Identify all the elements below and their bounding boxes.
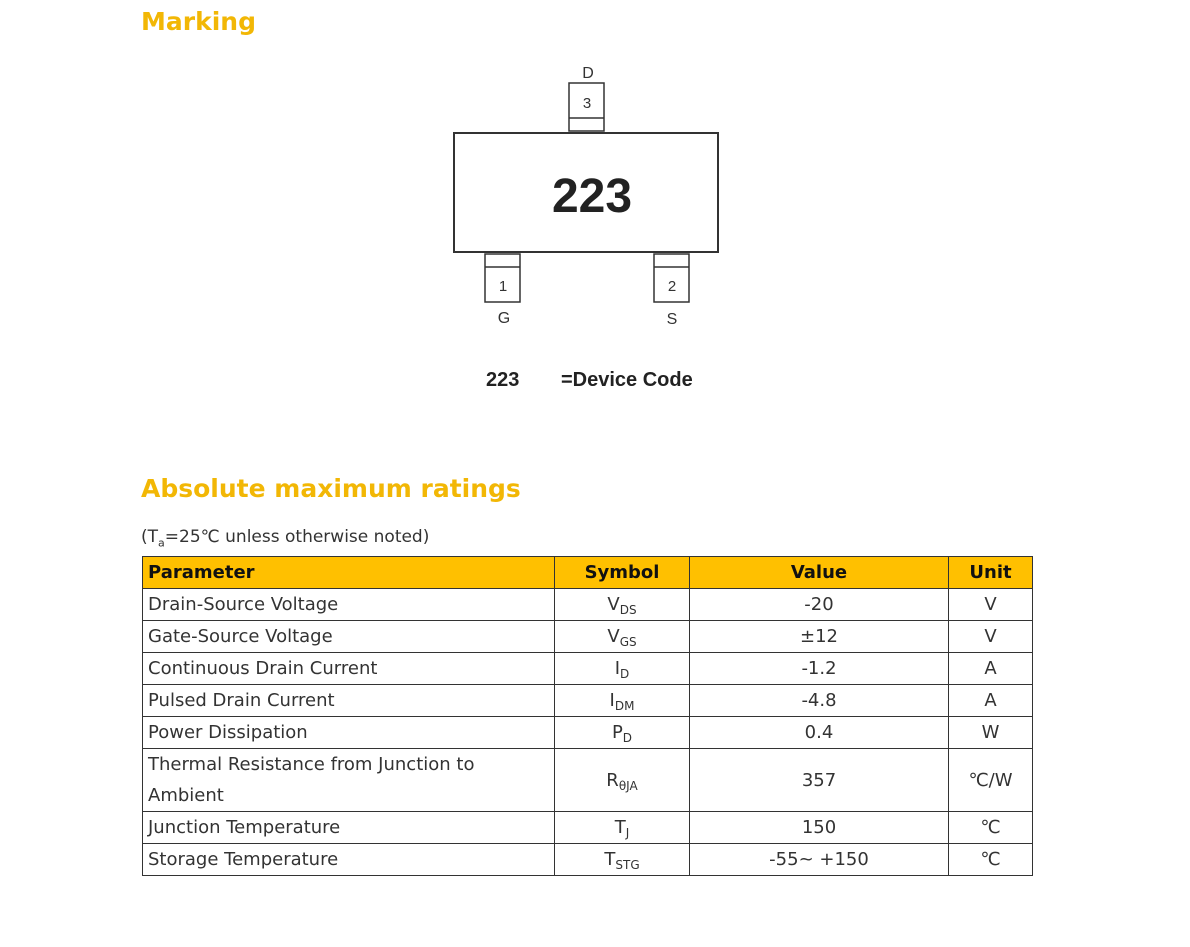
pin-1-number: 1 xyxy=(498,278,508,295)
symbol-main: V xyxy=(607,594,620,615)
table-row xyxy=(143,653,1033,685)
table-row xyxy=(143,589,1033,621)
cell-symbol xyxy=(555,749,690,812)
symbol-subscript: θJA xyxy=(618,778,638,793)
pin-3-number: 3 xyxy=(582,95,592,112)
package-marking-diagram xyxy=(440,55,740,400)
cell-unit: V xyxy=(949,589,1033,621)
cell-parameter: Gate-Source Voltage xyxy=(143,621,555,653)
header-symbol: Symbol xyxy=(555,557,690,589)
symbol-subscript: STG xyxy=(615,858,640,872)
cell-symbol xyxy=(555,844,690,876)
ratings-body xyxy=(143,589,1033,876)
symbol-main: P xyxy=(611,722,623,743)
cell-parameter: Pulsed Drain Current xyxy=(143,685,555,717)
table-row xyxy=(143,812,1033,844)
cell-parameter: Thermal Resistance from Junction to Ambient xyxy=(143,749,555,812)
ratings-table xyxy=(142,556,1033,876)
symbol-main: R xyxy=(606,769,619,791)
cell-unit: ℃ xyxy=(949,812,1033,844)
note-suffix: =25℃ unless otherwise noted) xyxy=(164,527,430,547)
table-row xyxy=(143,749,1033,812)
symbol-main: V xyxy=(607,626,620,647)
table-row xyxy=(143,717,1033,749)
cell-unit: ℃ xyxy=(949,844,1033,876)
pin-g-letter: G xyxy=(497,310,511,327)
symbol-main: T xyxy=(614,817,626,838)
legend-code: 223 xyxy=(486,369,520,391)
pin-2-number: 2 xyxy=(667,278,677,295)
cell-value: ±12 xyxy=(690,621,949,653)
cell-symbol xyxy=(555,685,690,717)
cell-unit: A xyxy=(949,653,1033,685)
marking-title: Marking xyxy=(141,7,256,36)
cell-unit: A xyxy=(949,685,1033,717)
header-value: Value xyxy=(690,557,949,589)
pin-d-letter: D xyxy=(582,65,594,82)
cell-value: -55~ +150 xyxy=(690,844,949,876)
cell-parameter: Storage Temperature xyxy=(143,844,555,876)
note-subscript: a xyxy=(158,536,165,550)
symbol-subscript: DM xyxy=(614,699,635,713)
cell-symbol xyxy=(555,717,690,749)
legend-text: =Device Code xyxy=(561,369,693,391)
symbol-subscript: D xyxy=(620,667,630,681)
cell-symbol xyxy=(555,812,690,844)
conditions-note xyxy=(141,527,429,549)
cell-unit: W xyxy=(949,717,1033,749)
cell-parameter: Power Dissipation xyxy=(143,717,555,749)
cell-unit: V xyxy=(949,621,1033,653)
symbol-subscript: DS xyxy=(619,603,637,617)
cell-parameter: Continuous Drain Current xyxy=(143,653,555,685)
cell-value: -4.8 xyxy=(690,685,949,717)
cell-value: 357 xyxy=(690,749,949,812)
cell-value: 0.4 xyxy=(690,717,949,749)
cell-symbol xyxy=(555,621,690,653)
symbol-main: I xyxy=(614,658,621,679)
note-prefix: (T xyxy=(141,527,159,547)
symbol-subscript: GS xyxy=(619,635,637,649)
symbol-subscript: J xyxy=(625,826,630,840)
cell-value: -1.2 xyxy=(690,653,949,685)
table-row xyxy=(143,685,1033,717)
cell-parameter: Junction Temperature xyxy=(143,812,555,844)
table-row xyxy=(143,621,1033,653)
cell-parameter: Drain-Source Voltage xyxy=(143,589,555,621)
header-parameter: Parameter xyxy=(143,557,555,589)
table-row xyxy=(143,844,1033,876)
device-code-marking: 223 xyxy=(551,170,633,223)
symbol-main: I xyxy=(609,690,615,711)
cell-value: 150 xyxy=(690,812,949,844)
symbol-main: T xyxy=(604,849,616,870)
symbol-subscript: D xyxy=(622,731,633,745)
cell-symbol xyxy=(555,589,690,621)
cell-symbol xyxy=(555,653,690,685)
table-header-row xyxy=(143,557,1033,589)
cell-unit: ℃/W xyxy=(949,749,1033,812)
pin-s-letter: S xyxy=(666,311,678,328)
header-unit: Unit xyxy=(949,557,1033,589)
absolute-max-ratings-title: Absolute maximum ratings xyxy=(141,474,521,503)
cell-value: -20 xyxy=(690,589,949,621)
